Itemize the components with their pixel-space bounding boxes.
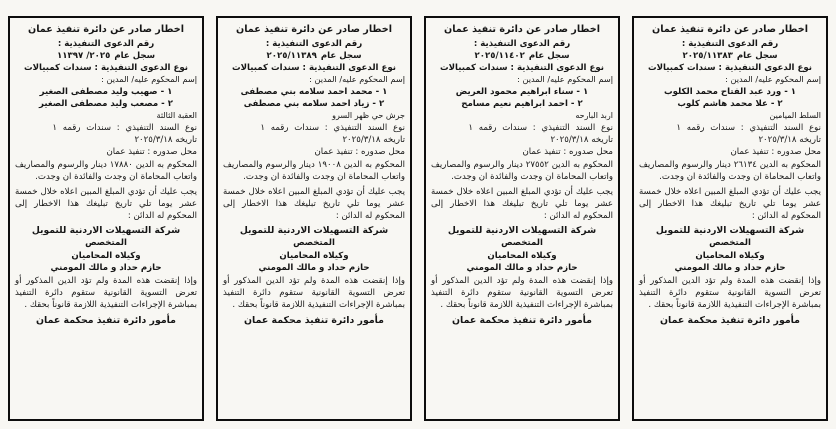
case-number: ٢٠٢٥/١١٣٨٣ bbox=[682, 50, 733, 61]
deed-type: نوع السند التنفيذي : سندات رقمه ١ bbox=[676, 122, 821, 133]
agents-label: وكيلاه المحاميان bbox=[71, 250, 141, 261]
amount-paragraph bbox=[15, 159, 197, 183]
signature-line: مأمور دائرة تنفيذ محكمة عمان bbox=[244, 314, 384, 326]
amount-suffix: دينار والرسوم والمصاريف واتعاب المحاماة ان وجدت والفائدة ان وجدت. bbox=[15, 160, 197, 183]
case-number: ٢٠٢٥/ ١١٣٩٧ bbox=[56, 50, 111, 61]
creditor-name-line2: المتخصص bbox=[293, 238, 335, 249]
amount-value: ١٧٨٨٠ bbox=[109, 160, 133, 171]
signature-line: مأمور دائرة تنفيذ محكمة عمان bbox=[36, 314, 176, 326]
issue-place: محل صدوره : تنفيذ عمان bbox=[314, 147, 405, 158]
deed-type: نوع السند التنفيذي : سندات رقمه ١ bbox=[468, 122, 613, 133]
deed-date: ٢٠٢٥/٣/١٨ bbox=[342, 134, 381, 145]
debtor-address: العقبة الثالثة bbox=[156, 111, 197, 121]
signature-line: مأمور دائرة تنفيذ محكمة عمان bbox=[452, 314, 592, 326]
deed-type: نوع السند التنفيذي : سندات رقمه ١ bbox=[52, 122, 197, 133]
payment-notice: يجب عليك أن تؤدي المبلغ المبين اعلاه خلال خمسة عشر يوما تلي تاريخ تبليغك هذا الاخطار إلى المحكوم له الدائن : bbox=[431, 186, 613, 222]
creditor-name-line1: شركة التسهيلات الاردنية للتمويل bbox=[31, 225, 181, 237]
amount-paragraph bbox=[223, 159, 405, 183]
deed-date-label: تاريخه bbox=[591, 134, 613, 145]
payment-notice: يجب عليك أن تؤدي المبلغ المبين اعلاه خلال خمسة عشر يوما تلي تاريخ تبليغك هذا الاخطار إلى المحكوم له الدائن : bbox=[223, 186, 405, 222]
case-type: نوع الدعوى التنفيذية : سندات كمبيالات bbox=[440, 63, 604, 74]
agents-label: وكيلاه المحاميان bbox=[279, 250, 349, 261]
debtor-label: إسم المحكوم عليه/ المدين : bbox=[101, 74, 197, 85]
deed-date: ٢٠٢٥/٣/١٨ bbox=[550, 134, 589, 145]
debtor-1: ١ - سناء ابراهيم محمود العريض bbox=[455, 86, 589, 97]
issue-place: محل صدوره : تنفيذ عمان bbox=[730, 147, 821, 158]
case-number-label: رقم الدعوى التنفيذية : bbox=[57, 38, 155, 49]
payment-notice: يجب عليك أن تؤدي المبلغ المبين اعلاه خلال خمسة عشر يوما تلي تاريخ تبليغك هذا الاخطار إلى المحكوم له الدائن : bbox=[639, 186, 821, 222]
notice-title: اخطار صادر عن دائرة تنفيذ عمان bbox=[28, 24, 184, 35]
notice-title: اخطار صادر عن دائرة تنفيذ عمان bbox=[652, 24, 808, 35]
amount-prefix: المحكوم به الدين bbox=[759, 160, 821, 171]
payment-notice: يجب عليك أن تؤدي المبلغ المبين اعلاه خلال خمسة عشر يوما تلي تاريخ تبليغك هذا الاخطار إلى المحكوم له الدائن : bbox=[15, 186, 197, 222]
deed-date-label: تاريخه bbox=[383, 134, 405, 145]
registry-suffix: سجل عام bbox=[736, 50, 778, 61]
warning-paragraph: وإذا إنقضت هذه المدة ولم تؤد الدين المذكور أو تعرض التسوية القانونية ستقوم دائرة التنفيذ بمباشرة الإجراءات التنفيذية اللازمة قانوناً بحقك . bbox=[639, 275, 821, 311]
deed-type: نوع السند التنفيذي : سندات رقمه ١ bbox=[260, 122, 405, 133]
agents-names: حازم حداد و مالك المومني bbox=[50, 262, 162, 273]
execution-notice-4 bbox=[8, 16, 204, 421]
amount-suffix: دينار والرسوم والمصاريف واتعاب المحاماة ان وجدت والفائدة ان وجدت. bbox=[223, 160, 405, 183]
case-number-line bbox=[15, 50, 197, 62]
issue-place: محل صدوره : تنفيذ عمان bbox=[106, 147, 197, 158]
creditor-name-line1: شركة التسهيلات الاردنية للتمويل bbox=[239, 225, 389, 237]
amount-prefix: المحكوم به الدين bbox=[551, 160, 613, 171]
amount-value: ٢٦١٣٤ bbox=[733, 160, 757, 171]
amount-prefix: المحكوم به الدين bbox=[135, 160, 197, 171]
deed-date: ٢٠٢٥/٣/١٨ bbox=[758, 134, 797, 145]
debtor-address: جرش حي ظهر السرو bbox=[332, 111, 405, 121]
warning-paragraph: وإذا إنقضت هذه المدة ولم تؤد الدين المذكور أو تعرض التسوية القانونية ستقوم دائرة التنفيذ بمباشرة الإجراءات التنفيذية اللازمة قانوناً بحقك . bbox=[431, 275, 613, 311]
agents-names: حازم حداد و مالك المومني bbox=[258, 262, 370, 273]
agents-names: حازم حداد و مالك المومني bbox=[466, 262, 578, 273]
case-number: ٢٠٢٥/١١٣٨٩ bbox=[266, 50, 317, 61]
case-number-line bbox=[431, 50, 613, 62]
amount-suffix: دينار والرسوم والمصاريف واتعاب المحاماة ان وجدت والفائدة ان وجدت. bbox=[431, 160, 613, 183]
deed-date-line bbox=[639, 134, 821, 146]
execution-notice-1 bbox=[632, 16, 828, 421]
creditor-name-line1: شركة التسهيلات الاردنية للتمويل bbox=[655, 225, 805, 237]
debtor-label: إسم المحكوم عليه/ المدين : bbox=[517, 74, 613, 85]
amount-paragraph bbox=[431, 159, 613, 183]
notice-title: اخطار صادر عن دائرة تنفيذ عمان bbox=[236, 24, 392, 35]
debtor-1: ١ - صهيب وليد مصطفى الصغير bbox=[39, 86, 173, 97]
amount-paragraph bbox=[639, 159, 821, 183]
case-type: نوع الدعوى التنفيذية : سندات كمبيالات bbox=[24, 63, 188, 74]
amount-prefix: المحكوم به الدين bbox=[343, 160, 405, 171]
deed-date-label: تاريخه bbox=[799, 134, 821, 145]
debtor-address: اربد البارحه bbox=[575, 111, 613, 121]
deed-date-label: تاريخه bbox=[175, 134, 197, 145]
case-number-label: رقم الدعوى التنفيذية : bbox=[681, 38, 779, 49]
case-type: نوع الدعوى التنفيذية : سندات كمبيالات bbox=[232, 63, 396, 74]
case-number-line bbox=[639, 50, 821, 62]
registry-suffix: سجل عام bbox=[114, 50, 156, 61]
case-number-label: رقم الدعوى التنفيذية : bbox=[473, 38, 571, 49]
case-type: نوع الدعوى التنفيذية : سندات كمبيالات bbox=[648, 63, 812, 74]
case-number-line bbox=[223, 50, 405, 62]
debtor-label: إسم المحكوم عليه/ المدين : bbox=[309, 74, 405, 85]
amount-suffix: دينار والرسوم والمصاريف واتعاب المحاماة ان وجدت والفائدة ان وجدت. bbox=[639, 160, 821, 183]
creditor-name-line2: المتخصص bbox=[501, 238, 543, 249]
debtor-1: ١ - محمد احمد سلامه بني مصطفى bbox=[240, 86, 388, 97]
debtor-2: ٢ - احمد ابراهيم نعيم مسامح bbox=[461, 99, 583, 110]
debtor-2: ٢ - زياد احمد سلامه بني مصطفى bbox=[243, 99, 385, 110]
signature-line: مأمور دائرة تنفيذ محكمة عمان bbox=[660, 314, 800, 326]
debtor-address: السلط الميامين bbox=[769, 111, 821, 121]
deed-date-line bbox=[15, 134, 197, 146]
debtor-2: ٢ - مصعب وليد مصطفى الصغير bbox=[39, 99, 173, 110]
amount-value: ١٩٠٠٨ bbox=[317, 160, 341, 171]
execution-notice-2 bbox=[424, 16, 620, 421]
amount-value: ٢٧٥٥٢ bbox=[525, 160, 549, 171]
case-number: ٢٠٢٥/١١٤٠٢ bbox=[474, 50, 525, 61]
deed-date-line bbox=[223, 134, 405, 146]
debtor-2: ٢ - علا محمد هاشم كلوب bbox=[677, 99, 783, 110]
creditor-name-line1: شركة التسهيلات الاردنية للتمويل bbox=[447, 225, 597, 237]
creditor-name-line2: المتخصص bbox=[85, 238, 127, 249]
agents-label: وكيلاه المحاميان bbox=[695, 250, 765, 261]
deed-date: ٢٠٢٥/٣/١٨ bbox=[134, 134, 173, 145]
debtor-1: ١ - ورد عبد الفتاح محمد الكلوب bbox=[663, 86, 797, 97]
warning-paragraph: وإذا إنقضت هذه المدة ولم تؤد الدين المذكور أو تعرض التسوية القانونية ستقوم دائرة التنفيذ بمباشرة الإجراءات التنفيذية اللازمة قانوناً بحقك . bbox=[223, 275, 405, 311]
execution-notice-3 bbox=[216, 16, 412, 421]
registry-suffix: سجل عام bbox=[528, 50, 570, 61]
agents-names: حازم حداد و مالك المومني bbox=[674, 262, 786, 273]
case-number-label: رقم الدعوى التنفيذية : bbox=[265, 38, 363, 49]
notice-title: اخطار صادر عن دائرة تنفيذ عمان bbox=[444, 24, 600, 35]
warning-paragraph: وإذا إنقضت هذه المدة ولم تؤد الدين المذكور أو تعرض التسوية القانونية ستقوم دائرة التنفيذ بمباشرة الإجراءات التنفيذية اللازمة قانوناً بحقك . bbox=[15, 275, 197, 311]
debtor-label: إسم المحكوم عليه/ المدين : bbox=[725, 74, 821, 85]
creditor-name-line2: المتخصص bbox=[709, 238, 751, 249]
issue-place: محل صدوره : تنفيذ عمان bbox=[522, 147, 613, 158]
agents-label: وكيلاه المحاميان bbox=[487, 250, 557, 261]
registry-suffix: سجل عام bbox=[320, 50, 362, 61]
deed-date-line bbox=[431, 134, 613, 146]
